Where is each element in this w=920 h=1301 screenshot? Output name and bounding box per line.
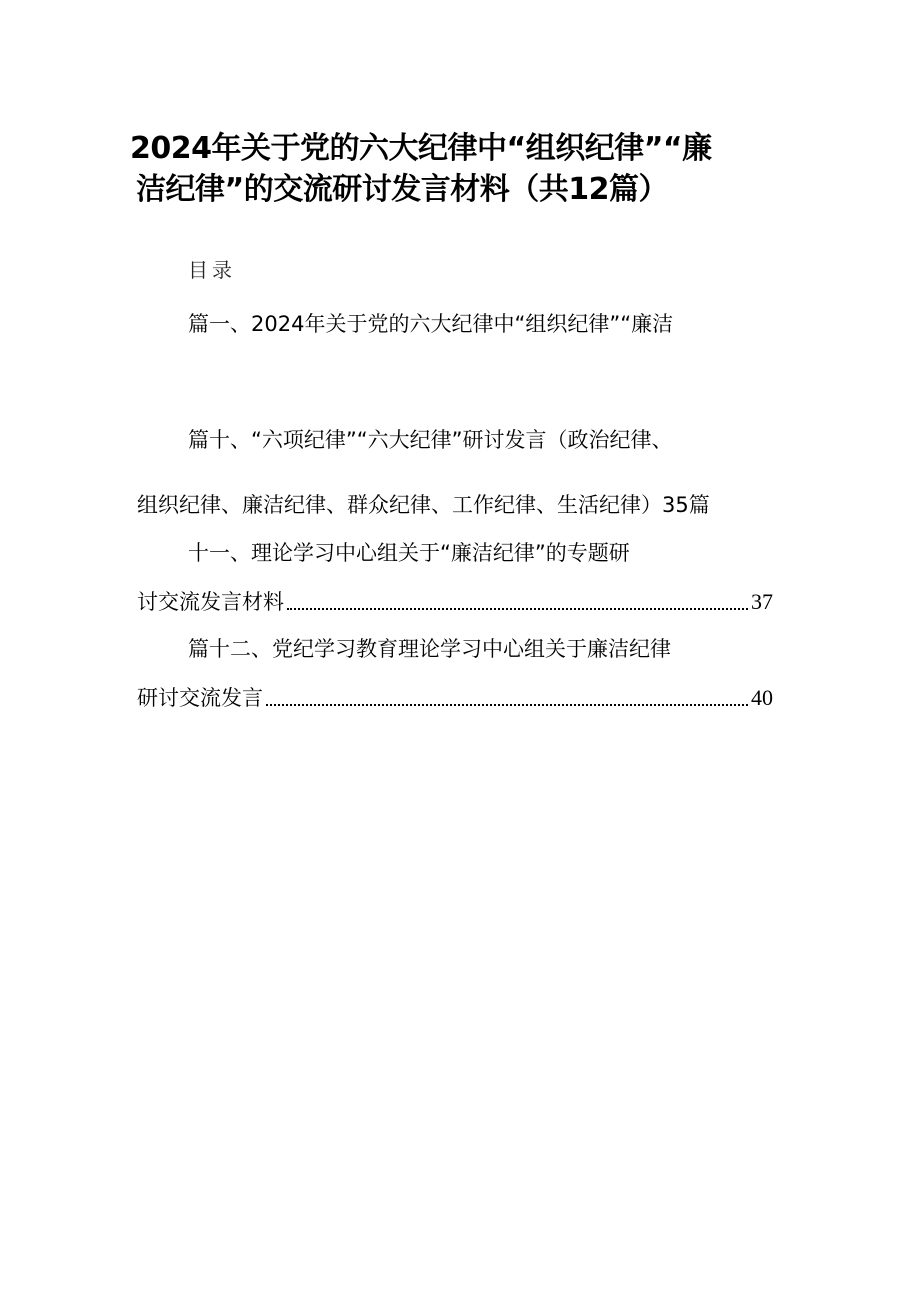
toc-heading: 目录	[188, 258, 236, 282]
toc-entry-10-line-1[interactable]	[188, 425, 673, 455]
toc-entry-1[interactable]	[188, 309, 673, 339]
toc-entry-10-line-2[interactable]	[137, 490, 710, 520]
toc-entry-12-text-2: 研讨交流发言	[137, 686, 263, 710]
title-line-1: 2024年关于党的六大纪律中“组织纪律”“廉	[130, 131, 712, 166]
toc-entry-10-text-1: 篇十、“六项纪律”“六大纪律”研讨发言（政治纪律、	[188, 428, 673, 452]
dot-leader	[266, 704, 748, 706]
page-number: 37	[751, 589, 773, 614]
toc-entry-11-line-1[interactable]	[188, 538, 630, 568]
toc-entry-10-text-2: 组织纪律、廉洁纪律、群众纪律、工作纪律、生活纪律）35篇	[137, 493, 710, 517]
dot-leader	[287, 608, 748, 610]
toc-entry-11-line-2[interactable]	[137, 587, 773, 617]
toc-entry-12-text-1: 篇十二、党纪学习教育理论学习中心组关于廉洁纪律	[188, 637, 671, 661]
toc-entry-12-line-1[interactable]	[188, 634, 671, 664]
toc-entry-12-line-2[interactable]	[137, 683, 773, 713]
title-line-2: 洁纪律”的交流研讨发言材料（共12篇）	[136, 172, 668, 207]
toc-entry-1-text: 篇一、2024年关于党的六大纪律中“组织纪律”“廉洁	[188, 312, 674, 336]
toc-entry-11-text-1: 十一、理论学习中心组关于“廉洁纪律”的专题研	[188, 541, 630, 565]
page-number: 40	[751, 685, 773, 710]
toc-entry-11-text-2: 讨交流发言材料	[137, 590, 284, 614]
